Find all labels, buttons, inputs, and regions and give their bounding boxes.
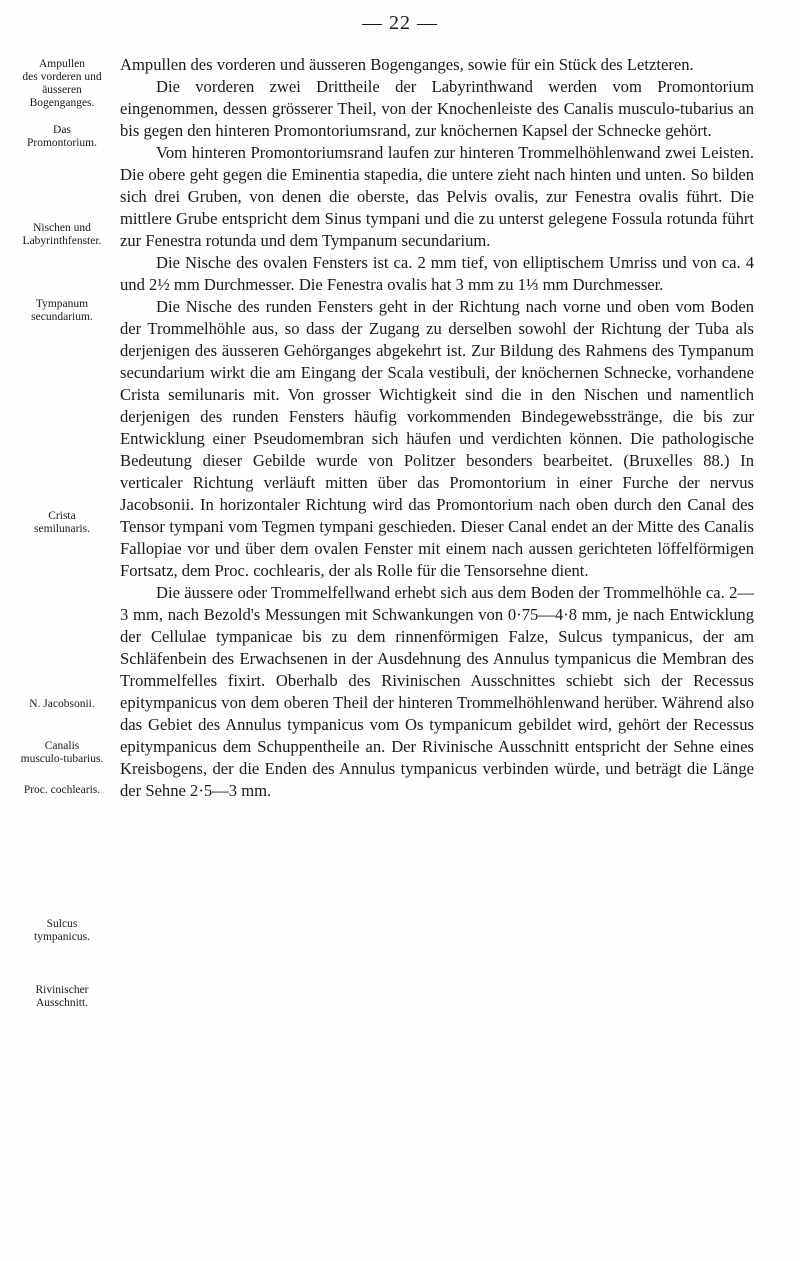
margin-note-proc: Proc. cochlearis. [23,784,101,796]
margin-note-crista: Crista semilunaris. [34,510,90,535]
paragraph: Vom hinteren Promontoriumsrand laufen zur hinteren Trommelhöhlenwand zwei Leisten. Die obere geht gegen die Eminentia stapedia, die untere zieht nach hinten und unten. So bilden sich drei Gruben, von denen die oberste, das Pelvis ovalis, zur Fenestra ovalis führt. Die mittlere Grube entspricht dem Sinus tympani und die zu unterst gelegene Fossula rotunda führt zur Fenestra rotunda und dem Tympanum secundarium. [120,143,754,250]
paragraph: Ampullen des vorderen und äusseren Bogenganges, sowie für ein Stück des Letzteren. [120,55,694,74]
paragraph: Die vorderen zwei Drittheile der Labyrinthwand werden vom Promontorium eingenommen, dessen grösserer Theil, von der Knochenleiste des Canalis musculo-tubarius an bis gegen den hinteren Promontoriumsrand, zur knöchernen Kapsel der Schnecke gehört. [120,77,754,140]
body-text [120,54,754,802]
margin-note-sulcus: Sulcus tympanicus. [34,918,90,943]
margin-note-tympanum: Tympanum secundarium. [31,298,93,323]
margin-note-promontorium: Das Promontorium. [27,124,97,149]
margin-note-jacobsonii: N. Jacobsonii. [29,698,95,710]
paragraph: Die Nische des ovalen Fensters ist ca. 2 mm tief, von elliptischem Umriss und von ca. 4 und 2½ mm Durchmesser. Die Fenestra ovalis hat 3 mm zu 1⅓ mm Durchmesser. [120,253,754,294]
margin-note-rivinischer: Rivinischer Ausschnitt. [35,984,89,1009]
margin-note-ampullen: Ampullen des vorderen und äusseren Bogenganges. [22,58,102,109]
page-number: — 22 — [362,12,438,34]
margin-note-canalis: Canalis musculo-tubarius. [20,740,104,765]
paragraph: Die Nische des runden Fensters geht in der Richtung nach vorne und oben vom Boden der Trommelhöhle aus, so dass der Zugang zu derselben sowohl der Richtung der Tuba als derjenigen des äusseren Gehörganges abgekehrt ist. Zur Bildung des Rahmens des Tympanum secundarium wirkt die am Eingang der Scala vestibuli, der knöchernen Schnecke, vorhandene Crista semilunaris mit. Von grosser Wichtigkeit sind die in den Nischen und namentlich derjenigen des runden Fensters häufig vorkommenden Bindegewebsstränge, die bis zur Entwicklung einer Pseudomembran sich häufen und verdichten können. Die pathologische Bedeutung dieser Gebilde wurde von Politzer besonders bearbeitet. (Bruxelles 88.) In verticaler Richtung verläuft mitten über das Promontorium in einer Furche der nervus Jacobsonii. In horizontaler Richtung wird das Promontorium nach oben durch den Canal des Tensor tympani vom Tegmen tympani geschieden. Dieser Canal endet an der Mitte des Canalis Fallopiae vor und über dem ovalen Fenster mit einem nach aussen gerichteten löffelförmigen Fortsatz, dem Proc. cochlearis, der als Rolle für die Tensorsehne dient. [120,297,754,580]
paragraph: Die äussere oder Trommelfellwand erhebt sich aus dem Boden der Trommelhöhle ca. 2—3 mm, nach Bezold's Messungen mit Schwankungen von 0·75—4·8 mm, je nach Entwicklung der Cellulae tympanicae bis zu dem rinnenförmigen Falze, Sulcus tympanicus, der am Schläfenbein des Erwachsenen in der Ausdehnung des Annulus tympanicus die Membran des Trommelfelles fixirt. Oberhalb des Rivinischen Ausschnittes schiebt sich der Recessus epitympanicus von dem oberen Theil der hinteren Trommelhöhlenwand herüber. Während also das Gebiet des Annulus tympanicus vom Os tympanicum gebildet wird, gehört der Recessus epitympanicus dem Schuppentheile an. Der Rivinische Ausschnitt entspricht der Sehne eines Kreisbogens, der die Enden des Annulus tympanicus verbinden würde, und beträgt die Länge der Sehne 2·5—3 mm. [120,583,754,800]
margin-note-nischen: Nischen und Labyrinthfenster. [22,222,102,247]
